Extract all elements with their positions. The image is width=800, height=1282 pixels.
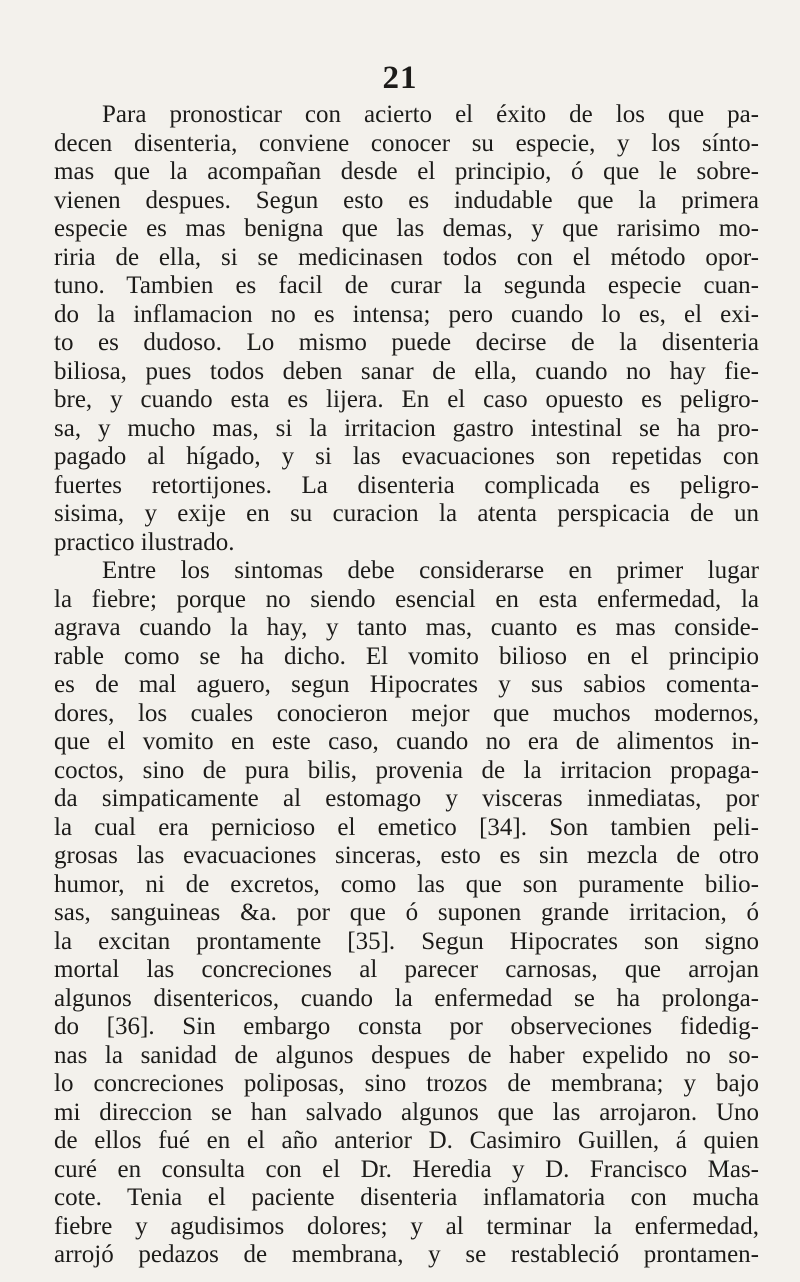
text-line: biliosa, pues todos deben sanar de ella, cuando no hay fie- — [54, 357, 759, 385]
text-line: sisima, y exije en su curacion la atenta perspicacia de un — [54, 500, 759, 527]
text-line: practico ilustrado. — [54, 528, 235, 556]
text-line: rable como se ha dicho. El vomito bilioso en el principio — [54, 642, 759, 670]
text-line: algunos disentericos, cuando la enfermedad se ha prolonga- — [54, 984, 759, 1012]
text-line: sa, y mucho mas, si la irritacion gastro intestinal se ha pro- — [54, 414, 759, 442]
text-line: to es dudoso. Lo mismo puede decirse de la disenteria — [54, 329, 759, 356]
text-line: bre, y cuando esta es lijera. En el caso opuesto es peligro- — [54, 386, 759, 413]
text-line: nas la sanidad de algunos despues de haber expelido no so- — [54, 1041, 759, 1069]
text-line: que el vomito en este caso, cuando no era de alimentos in- — [54, 728, 759, 755]
text-line: do [36]. Sin embargo consta por observeciones fidedig- — [54, 1013, 759, 1040]
text-line: arrojó pedazos de membrana, y se restableció prontamen- — [54, 1241, 759, 1268]
text-line: lo concreciones poliposas, sino trozos de membrana; y bajo — [54, 1070, 759, 1097]
text-line: mas que la acompañan desde el principio, ó que le sobre- — [54, 158, 759, 185]
body-text — [54, 101, 759, 1270]
text-line: pagado al hígado, y si las evacuaciones son repetidas con — [54, 443, 759, 470]
text-line: curé en consulta con el Dr. Heredia y D. Francisco Mas- — [54, 1155, 759, 1183]
text-line: es de mal aguero, segun Hipocrates y sus sabios comenta- — [54, 671, 759, 698]
text-line: decen disenteria, conviene conocer su especie, y los sínto- — [54, 129, 759, 157]
page-number: 21 — [382, 60, 418, 96]
text-line: do la inflamacion no es intensa; pero cuando lo es, el exi- — [54, 300, 759, 328]
text-line: fuertes retortijones. La disenteria complicada es peligro- — [54, 471, 759, 499]
text-line: dores, los cuales conocieron mejor que muchos modernos, — [54, 699, 759, 727]
text-line: humor, ni de excretos, como las que son puramente bilio- — [54, 870, 759, 898]
text-line: sas, sanguineas &a. por que ó suponen grande irritacion, ó — [54, 899, 759, 926]
text-line: vienen despues. Segun esto es indudable que la primera — [54, 186, 759, 214]
text-line: Para pronosticar con acierto el éxito de los que pa- — [102, 101, 759, 128]
text-line: de ellos fué en el año anterior D. Casimiro Guillen, á quien — [54, 1127, 759, 1154]
text-line: mi direccion se han salvado algunos que las arrojaron. Uno — [54, 1098, 759, 1126]
text-line: Entre los sintomas debe considerarse en primer lugar — [102, 557, 759, 584]
text-line: cote. Tenia el paciente disenteria inflamatoria con mucha — [54, 1184, 759, 1211]
text-line: riria de ella, si se medicinasen todos con el método opor- — [54, 243, 759, 271]
text-line: la cual era pernicioso el emetico [34]. Son tambien peli- — [54, 813, 759, 841]
text-line: mortal las concreciones al parecer carnosas, que arrojan — [54, 956, 759, 983]
text-line: la excitan prontamente [35]. Segun Hipocrates son signo — [54, 927, 759, 955]
text-line: coctos, sino de pura bilis, provenia de la irritacion propaga- — [54, 756, 759, 784]
text-line: tuno. Tambien es facil de curar la segunda especie cuan- — [54, 272, 759, 299]
text-line: grosas las evacuaciones sinceras, esto es sin mezcla de otro — [54, 842, 759, 869]
text-line: agrava cuando la hay, y tanto mas, cuanto es mas conside- — [54, 614, 759, 641]
text-line: la fiebre; porque no siendo esencial en esta enfermedad, la — [54, 585, 759, 613]
text-line: da simpaticamente al estomago y visceras inmediatas, por — [54, 785, 759, 812]
text-line: especie es mas benigna que las demas, y que rarisimo mo- — [54, 215, 759, 242]
text-line: fiebre y agudisimos dolores; y al terminar la enfermedad, — [54, 1212, 759, 1240]
